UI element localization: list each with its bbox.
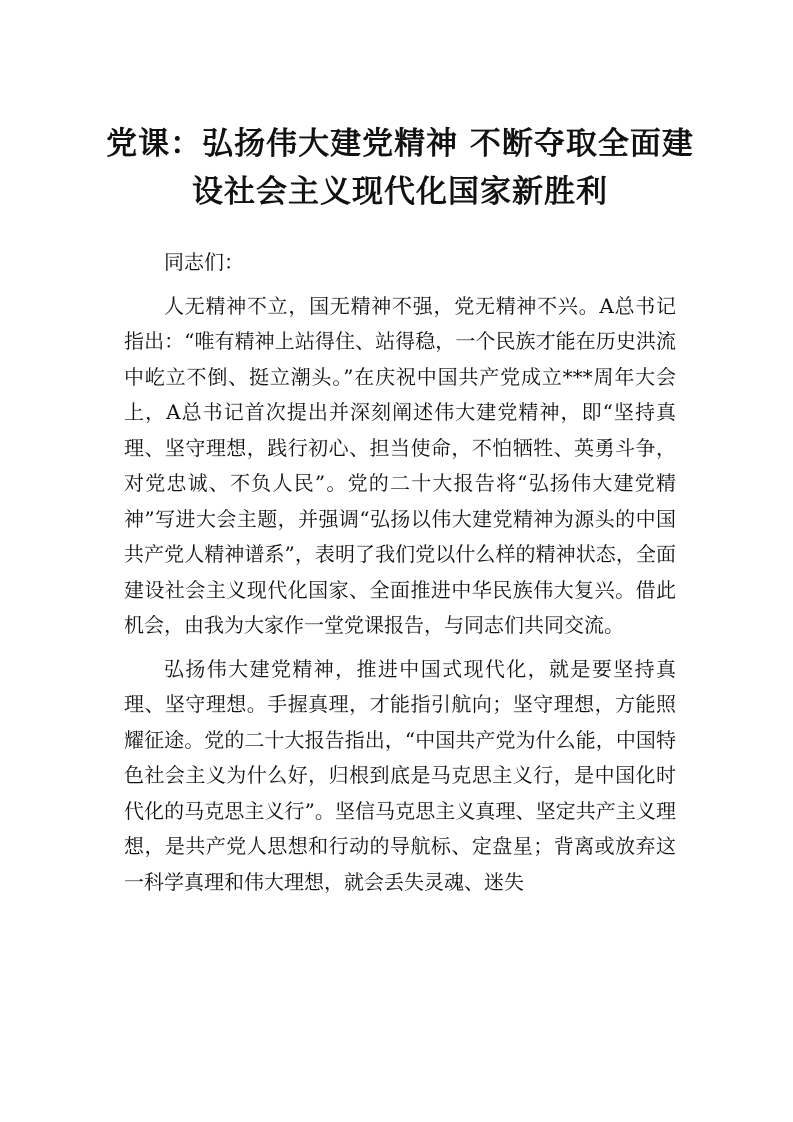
paragraph-1: 人无精神不立，国无精神不强，党无精神不兴。A总书记指出：“唯有精神上站得住、站得稳，一个民族才能在历史洪流中屹立不倒、挺立潮头。”在庆祝中国共产党成立***周年大会上，A总书记首次提出并深刻阐述伟大建党精神，即“坚持真理、坚守理想，践行初心、担当使命，不怕牺牲、英勇斗争，对党忠诚、不负人民”。党的二十大报告将“弘扬伟大建党精神”写进大会主题，并强调“弘扬以伟大建党精神为源头的中国共产党人精神谱系”，表明了我们党以什么样的精神状态，全面建设社会主义现代化国家、全面推进中华民族伟大复兴。借此机会，由我为大家作一堂党课报告，与同志们共同交流。 [124,293,676,637]
paragraph-2: 弘扬伟大建党精神，推进中国式现代化，就是要坚持真理、坚守理想。手握真理，才能指引航向；坚守理想，方能照耀征途。党的二十大报告指出，“中国共产党为什么能，中国特色社会主义为什么好，归根到底是马克思主义行，是中国化时代化的马克思主义行”。坚信马克思主义真理、坚定共产主义理想，是共产党人思想和行动的导航标、定盘星；背离或放弃这一科学真理和伟大理想，就会丢失灵魂、迷失 [124,656,676,894]
title-line-2: 设社会主义现代化国家新胜利 [192,174,608,210]
title-line-1: 党课：弘扬伟大建党精神 不断夺取全面建 [106,126,694,162]
document-body [124,245,676,900]
salutation: 同志们： [164,250,244,274]
document-title [100,120,700,216]
